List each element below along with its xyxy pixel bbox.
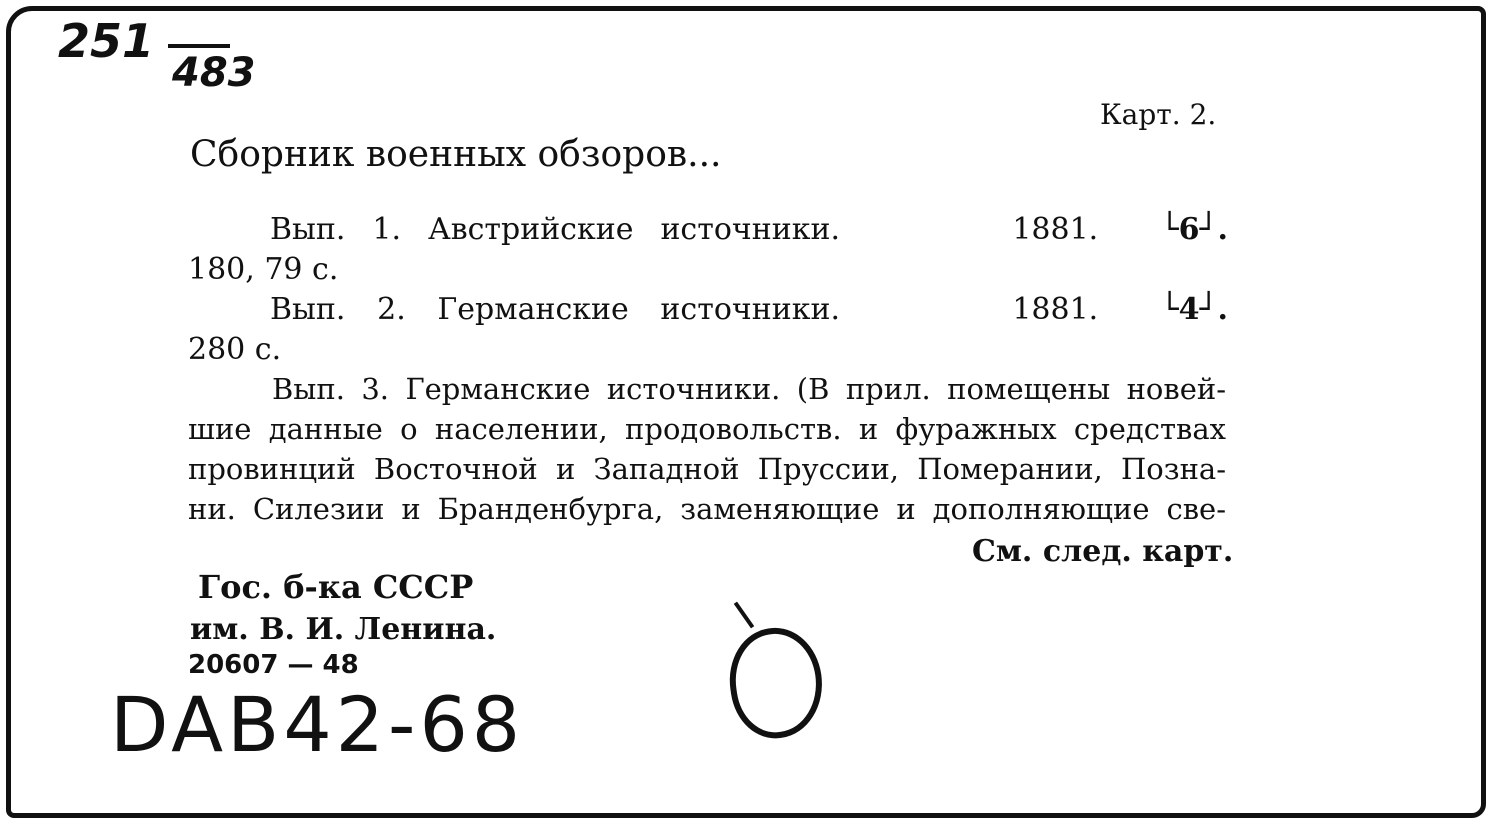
volume-2-pages: 280 с. [188,332,282,367]
volume-1-year: 1881. [1012,212,1099,247]
handwritten-fraction-bar [168,44,230,48]
volume-3-line-2: шие данные о населении, продовольств. и фуражных средствах [188,412,1226,446]
library-number: 20607 — 48 [188,650,359,680]
volume-2-row [270,292,1228,327]
handwritten-subnumber: 483 [172,50,256,96]
volume-3-line-1: Вып. 3. Германские источники. (В прил. помещены новей- [272,372,1226,406]
library-line-1: Гос. б-ка СССР [198,568,474,606]
volume-2-label: Вып. 2. Германские источники. [270,292,840,327]
handwritten-code: DAB42-68 [110,680,525,769]
see-next-card: См. след. карт. [972,534,1234,569]
volume-2-price: └4┘. [1160,292,1228,327]
card-title: Сборник военных обзоров... [190,134,722,175]
card-number: Карт. 2. [1100,98,1217,131]
volume-3-line-4: ни. Силезии и Бранденбурга, заменяющие и дополняющие све- [188,492,1226,526]
volume-1-label: Вып. 1. Австрийские источники. [270,212,840,247]
volume-1-row [270,212,1228,247]
volume-1-price: └6┘. [1160,212,1228,247]
volume-1-pages: 180, 79 с. [188,252,339,287]
library-line-2: им. В. И. Ленина. [190,612,497,647]
volume-2-year: 1881. [1012,292,1099,327]
handwritten-number: 251 [58,14,155,68]
volume-3-line-3: провинций Восточной и Западной Пруссии, Померании, Позна- [188,452,1226,486]
